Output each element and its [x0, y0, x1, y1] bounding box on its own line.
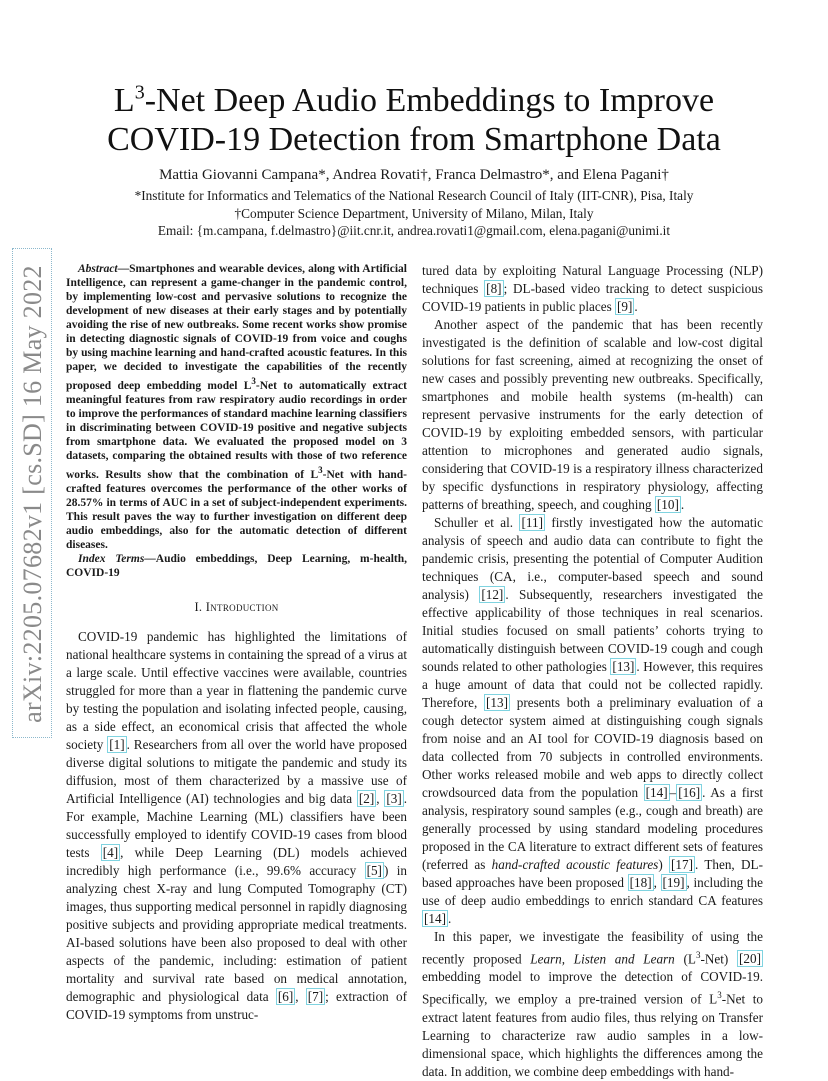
citation-link[interactable]: [2]: [358, 790, 375, 806]
author-list: Mattia Giovanni Campana*, Andrea Rovati†, Franca Delmastro*, and Elena Pagani†: [159, 167, 669, 183]
citation-link[interactable]: [7]: [307, 988, 324, 1004]
intro-paragraph-1-cont: tured data by exploiting Natural Language Processing (NLP) techniques [8] ; DL-based video tracking to detect suspicious COVID-19 patients in public places [9] .: [422, 263, 764, 314]
citation-link[interactable]: [19]: [662, 875, 685, 890]
citation-link[interactable]: [10]: [656, 497, 679, 512]
citation-link[interactable]: [1]: [109, 736, 125, 752]
author-emails: Email: {m.campana, f.delmastro}@iit.cnr.it, andrea.rovati1@gmail.com, elena.pagani@unimi.it: [157, 223, 671, 238]
intro-paragraph-4: In this paper, we investigate the feasibility of using the recently proposed Learn, Listen and Learn $(L^3-Net)$ [20] embedding model to improve the detection of COVID-19. Specifically, we employ a pre-trained version of $L^3$-Net to extract latent features from audio files, thus relying on Transfer Learning to characterize raw audio samples in a low-dimensional space, which highlights the differences among the data. In addition, we combine deep embeddings with hand-: [422, 929, 763, 1079]
citation-link[interactable]: [16]: [678, 785, 701, 800]
citation-link[interactable]: [12]: [481, 587, 504, 602]
affiliation-cnr: *Institute for Informatics and Telematics of the National Research Council of Italy (IIT-CNR), Pisa, Italy: [134, 188, 694, 203]
arxiv-identifier[interactable]: arXiv:2205.07682v1 [cs.SD] 16 May 2022: [18, 265, 47, 723]
intro-paragraph-1: COVID-19 pandemic has highlighted the limitations of national healthcare systems in containing the spread of a virus at a large scale. Until effective vaccines were available, countries struggled for more than a year in flattening the pandemic curve by testing the population and isolating infected people, causing, as a side effect, an economical crisis that affected the whole society [1] . Researchers from all over the world have proposed diverse digital solutions to mitigate the pandemic and study its diffusion, most of them characterized by a massive use of Artificial Intelligence (AI) technologies and big data [2] , [3] . For example, Machine Learning (ML) classifiers have been successfully employed to identify COVID-19 cases from blood tests [4] , while Deep Learning (DL) models achieved incredibly high performance (i.e., 99.6% accuracy [5] ) in analyzing chest X-ray and lung Computed Tomography (CT) images, thus supporting medical personnel in rapidly diagnosing positive subjects and providing appropriate medical treatments. AI-based solutions have been also proposed to deal with other aspects of the pandemic, including: estimation of patient mortality and survival rate based on medical annotation, demographic and physiological data [6] , [7] ; extraction of COVID-19 symptoms from unstruc-: [66, 628, 408, 1022]
index-terms: Index Terms—Audio embeddings, Deep Learning, m-health, COVID-19: [66, 552, 407, 579]
citation-link[interactable]: [14]: [424, 911, 446, 926]
right-column: [422, 262, 763, 1081]
intro-paragraph-3: Schuller et al. [11] firstly investigated how the automatic analysis of speech and audio data can contribute to fight the pandemic crisis, presenting the potential of Computer Audition techniques (CA, i.e., computer-based speech and sound analysis) [12] . Subsequently, researchers investigated the effective applicability of those techniques in real scenarios. Initial studies focused on small patients’ cohorts trying to automatically distinguish between COVID-19 cough and cough sounds related to other pathologies [13] . However, this requires a huge amount of data that could not be collected rapidly. Therefore, [13] presents both a preliminary evaluation of a cough detector system aimed at distinguishing cough signals from noise and an AI tool for COVID-19 diagnosis based on data collected from 70 subjects in controlled environments. Other works released mobile and web apps to directly collect crowdsourced data from the population [14] – [16] . As a first analysis, respiratory sound samples (e.g., cough and breath) are generally processed by using standard modeling procedures proposed in the CA literature to extract different sets of features (referred as hand-crafted acoustic features) [17] . Then, DL-based approaches have been proposed [18] , [19] , including the use of deep audio embeddings to enrich standard CA features [14] .: [422, 515, 764, 926]
citation-link[interactable]: [8]: [486, 281, 502, 296]
citation-link[interactable]: [18]: [629, 875, 652, 890]
citation-link[interactable]: [13]: [486, 695, 508, 710]
citation-link[interactable]: [17]: [671, 857, 693, 872]
citation-link[interactable]: [20]: [739, 951, 762, 967]
citation-link[interactable]: [3]: [386, 790, 402, 806]
abstract: Abstract—Smartphones and wearable devices, along with Artificial Intelligence, can represent a game-changer in the pandemic control, by implementing low-cost and pervasive solutions to recognize the development of new diseases at their early stages and by potentially avoiding the rise of new outbreaks. Some recent works show promise in detecting diagnostic signals of COVID-19 from voice and coughs by using machine learning and hand-crafted acoustic features. In this paper, we decided to investigate the capabilities of the recently proposed deep embedding model $L^3$-Net to automatically extract meaningful features from raw respiratory audio recordings in order to improve the performances of standard machine learning classifiers in discriminating between COVID-19 positive and negative subjects from smartphone data. We evaluated the proposed model on 3 datasets, comparing the obtained results with those of two reference works. Results show that the combination of $L^3$-Net with hand-crafted features overcomes the performance of the other works of 28.57% in terms of AUC in a set of subject-independent experiments. This result paves the way to further investigation on different deep audio embeddings, also for the automatic detection of different diseases.: [66, 263, 407, 551]
left-column: [66, 262, 407, 1024]
citation-link[interactable]: [9]: [617, 299, 633, 314]
title-line1: $L^3$-Net Deep Audio Embeddings to Improve: [113, 82, 715, 120]
title-line2: COVID-19 Detection from Smartphone Data: [107, 121, 721, 159]
intro-paragraph-2: Another aspect of the pandemic that has been recently investigated is the definition of scalable and low-cost digital solutions for fast screening, aimed at recognizing the onset of new cases and possibly preventing new outbreaks. Specifically, smartphones and mobile health systems (m-health) can represent pervasive instruments for the early detection of COVID-19 by exploiting embedded sensors, with particular attention to microphones and generated audio signals, considering that COVID-19 is a respiratory illness characterized by specific dysfunctions in respiratory physiology, affecting patterns of breathing, speech, and coughing [10] .: [422, 317, 763, 512]
citation-link[interactable]: [11]: [521, 515, 543, 530]
citation-link[interactable]: [4]: [102, 844, 119, 860]
citation-link[interactable]: [6]: [277, 988, 294, 1004]
citation-link[interactable]: [14]: [645, 785, 668, 800]
affiliation-unimi: †Computer Science Department, University of Milano, Milan, Italy: [234, 206, 594, 221]
section-heading-introduction: I. Introduction: [194, 599, 279, 614]
paper-title: [60, 74, 768, 159]
citation-link[interactable]: [13]: [612, 659, 635, 674]
citation-link[interactable]: [5]: [366, 862, 382, 878]
